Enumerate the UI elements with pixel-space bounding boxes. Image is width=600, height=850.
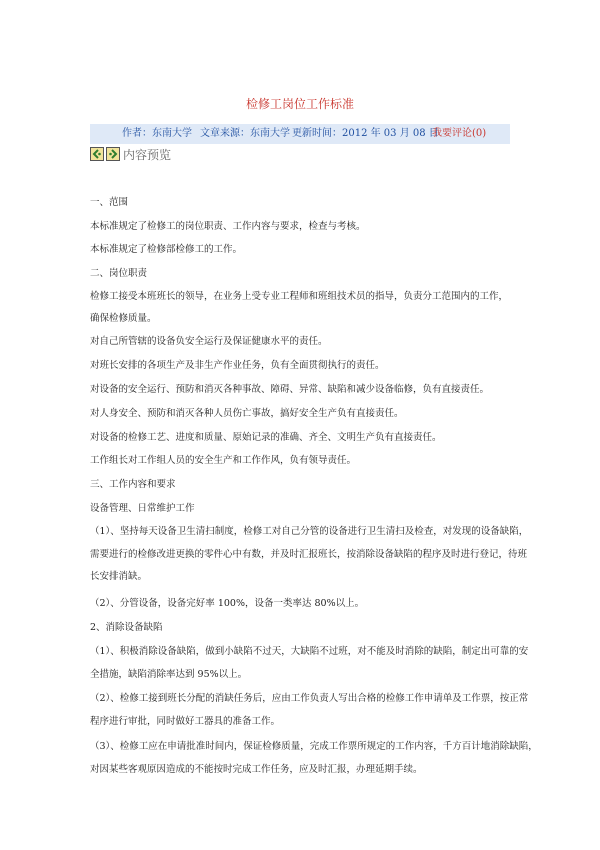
- body-line: 工作组长对工作组人员的安全生产和工作作风，负有领导责任。: [90, 455, 357, 466]
- body-line: 2、消除设备缺陷: [90, 622, 163, 633]
- body-line: 需要进行的检修改进更换的零件心中有数，并及时汇报班长，按消除设备缺陷的程序及时进行登记，待班: [90, 549, 528, 560]
- body-line: 对人身安全、预防和消灭各种人员伤亡事故，搞好安全生产负有直接责任。: [90, 408, 404, 419]
- body-line: 对自己所管辖的设备负安全运行及保证健康水平的责任。: [90, 336, 328, 347]
- body-line: （3）、检修工应在申请批准时间内，保证检修质量，完成工作票所规定的工作内容，千方百计地消除缺陷，: [90, 741, 538, 752]
- body-line: （2）、分管设备，设备完好率 100%，设备一类率达 80%以上。: [90, 598, 365, 609]
- next-icon[interactable]: [106, 147, 120, 161]
- meta-updated: 更新时间：2012 年 03 月 08 日: [292, 128, 439, 139]
- comment-link[interactable]: 我要评论(0): [432, 128, 487, 139]
- meta-author: 作者：东南大学: [122, 128, 192, 139]
- body-line: 二、岗位职责: [90, 268, 148, 279]
- body-line: 对设备的检修工艺、进度和质量、原始记录的准确、齐全、文明生产负有直接责任。: [90, 432, 442, 443]
- body-line: 确保检修质量。: [90, 313, 157, 324]
- body-line: 程序进行审批，同时做好工器具的准备工作。: [90, 716, 281, 727]
- body-line: 全措施，缺陷消除率达到 95%以上。: [90, 669, 248, 680]
- body-line: （1）、积极消除设备缺陷，做到小缺陷不过天，大缺陷不过班，对不能及时消除的缺陷，制定出可靠的安: [90, 646, 529, 657]
- body-line: 检修工接受本班班长的领导，在业务上受专业工程师和班组技术员的指导，负责分工范围内的工作，: [90, 291, 509, 302]
- body-line: （1）、坚持每天设备卫生清扫制度，检修工对自己分管的设备进行卫生清扫及检查，对发现的设备缺陷，: [90, 526, 529, 537]
- body-line: 设备管理、日常维护工作: [90, 503, 195, 514]
- preview-label: 内容预览: [123, 148, 172, 162]
- body-line: （2）、检修工接到班长分配的消缺任务后，应由工作负责人写出合格的检修工作申请单及工作票，按正常: [90, 693, 529, 704]
- body-line: 长安排消缺。: [90, 571, 148, 582]
- body-line: 对设备的安全运行、预防和消灭各种事故、障碍、异常、缺陷和减少设备临修，负有直接责任。: [90, 384, 490, 395]
- body-line: 三、工作内容和要求: [90, 479, 176, 490]
- page-title: 检修工岗位工作标准: [245, 97, 354, 111]
- prev-icon[interactable]: [90, 147, 104, 161]
- body-line: 本标准规定了检修工的岗位职责、工作内容与要求，检查与考核。: [90, 221, 366, 232]
- body-line: 一、范围: [90, 197, 129, 208]
- body-line: 对班长安排的各项生产及非生产作业任务，负有全面贯彻执行的责任。: [90, 360, 385, 371]
- meta-source: 文章来源：东南大学: [200, 128, 290, 139]
- body-line: 本标准规定了检修部检修工的工作。: [90, 244, 243, 255]
- article-meta-bar: [90, 124, 510, 144]
- body-line: 对因某些客观原因造成的不能按时完成工作任务，应及时汇报，办理延期手续。: [90, 764, 423, 775]
